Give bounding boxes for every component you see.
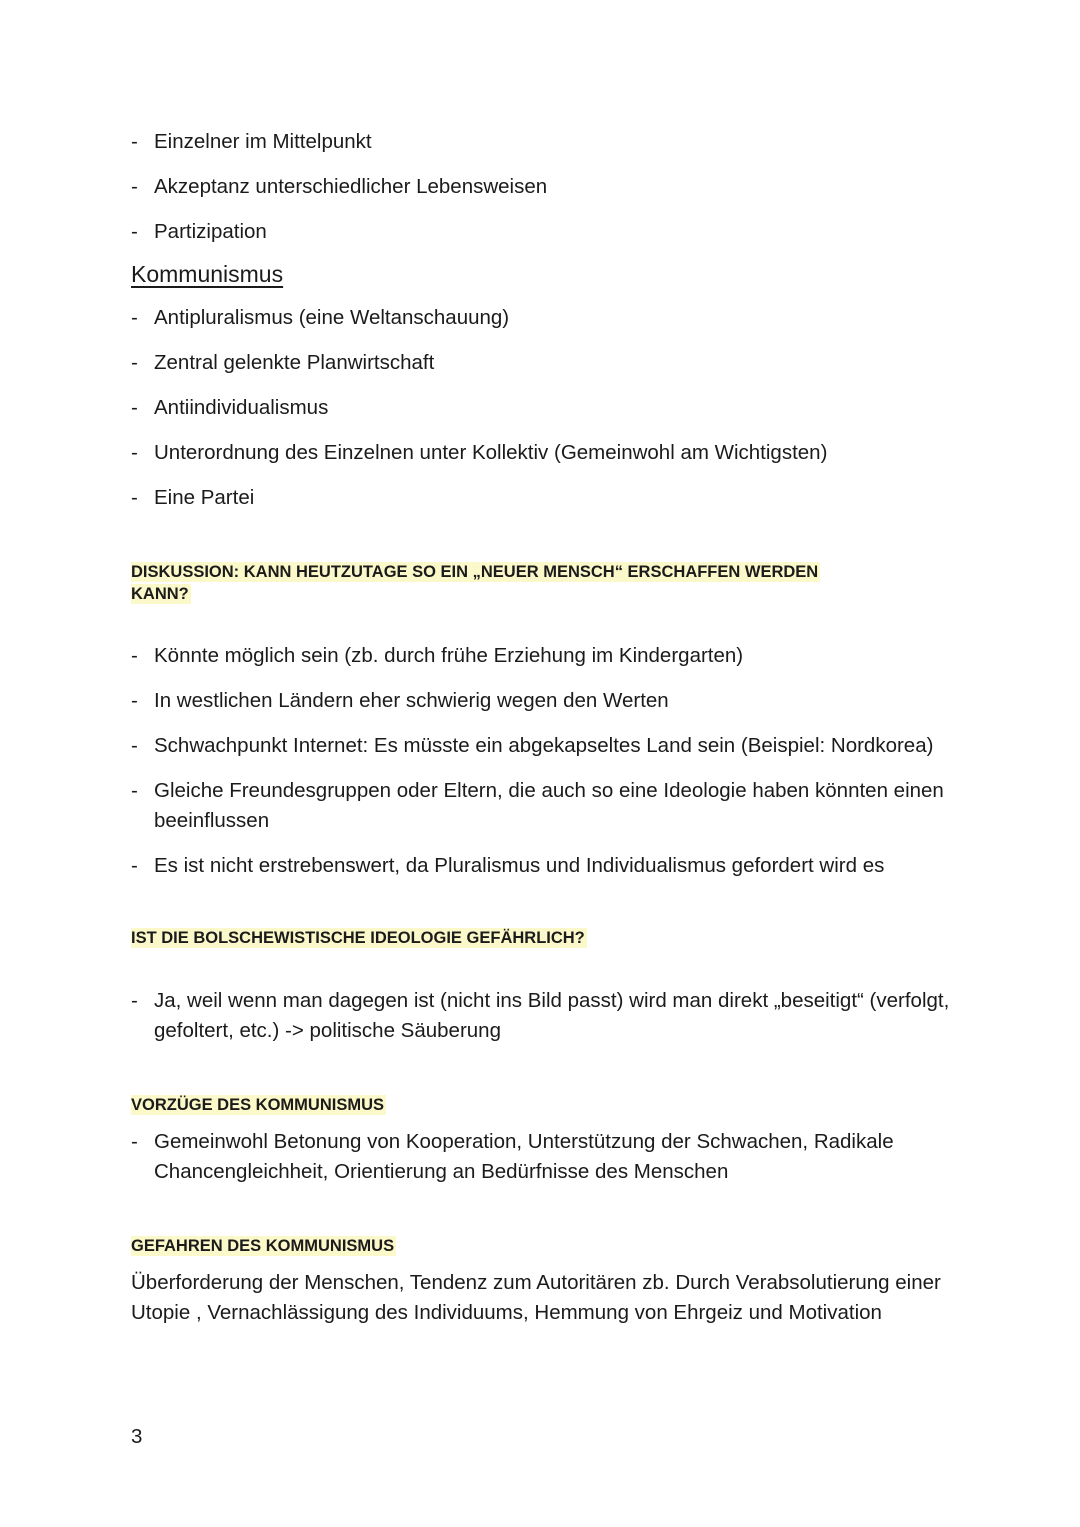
list-item: - Akzeptanz unterschiedlicher Lebensweisen	[131, 172, 961, 202]
list-item: - Könnte möglich sein (zb. durch frühe Erziehung im Kindergarten)	[131, 641, 961, 671]
bullet-dash: -	[131, 734, 138, 757]
heading-diskussion-line-2: KANN?	[131, 585, 189, 603]
page-content	[131, 127, 961, 1328]
heading-gefaehrlich: IST DIE BOLSCHEWISTISCHE IDEOLOGIE GEFÄHRLICH?	[131, 929, 585, 947]
list-item: - Partizipation	[131, 217, 961, 247]
heading-gefahren: GEFAHREN DES KOMMUNISMUS	[131, 1237, 395, 1255]
bullet-dash: -	[131, 779, 138, 802]
diskussion-list	[131, 641, 961, 881]
list-item: - Gemeinwohl Betonung von Kooperation, Unterstützung der Schwachen, Radikale Chancengleichheit, Orientierung an Bedürfnisse des Menschen	[131, 1127, 961, 1187]
page-number: 3	[131, 1425, 143, 1448]
list-item: - Einzelner im Mittelpunkt	[131, 127, 961, 157]
section-title-kommunismus: Kommunismus	[131, 261, 284, 287]
list-item: - Gleiche Freundesgruppen oder Eltern, die auch so eine Ideologie haben könnten einen beeinflussen	[131, 776, 961, 836]
kommunismus-list	[131, 303, 961, 513]
bullet-dash: -	[131, 220, 138, 243]
bullet-dash: -	[131, 486, 138, 509]
bullet-dash: -	[131, 351, 138, 374]
bullet-dash: -	[131, 306, 138, 329]
list-item: - Zentral gelenkte Planwirtschaft	[131, 348, 961, 378]
list-item: - Antiindividualismus	[131, 393, 961, 423]
bullet-dash: -	[131, 441, 138, 464]
list-item: - Eine Partei	[131, 483, 961, 513]
list-item: - Antipluralismus (eine Weltanschauung)	[131, 303, 961, 333]
bullet-dash: -	[131, 396, 138, 419]
list-item: - In westlichen Ländern eher schwierig wegen den Werten	[131, 686, 961, 716]
vorzuege-list	[131, 1127, 961, 1187]
bullet-dash: -	[131, 1130, 138, 1153]
bullet-dash: -	[131, 130, 138, 153]
heading-diskussion	[131, 561, 901, 605]
intro-list	[131, 127, 961, 247]
bullet-dash: -	[131, 854, 138, 877]
list-item: - Ja, weil wenn man dagegen ist (nicht ins Bild passt) wird man direkt „beseitigt“ (verfolgt, gefoltert, etc.) -> politische Säuberung	[131, 986, 961, 1046]
bullet-dash: -	[131, 689, 138, 712]
bullet-dash: -	[131, 175, 138, 198]
list-item: - Es ist nicht erstrebenswert, da Pluralismus und Individualismus gefordert wird es	[131, 851, 961, 881]
gefaehrlich-list	[131, 986, 961, 1046]
heading-vorzuege: VORZÜGE DES KOMMUNISMUS	[131, 1096, 385, 1114]
heading-diskussion-line-1: DISKUSSION: KANN HEUTZUTAGE SO EIN „NEUER MENSCH“ ERSCHAFFEN WERDEN	[131, 563, 819, 581]
bullet-dash: -	[131, 989, 138, 1012]
gefahren-text: Überforderung der Menschen, Tendenz zum Autoritären zb. Durch Verabsolutierung einer Utopie , Vernachlässigung des Individuums, Hemmung von Ehrgeiz und Motivation	[131, 1271, 941, 1324]
bullet-dash: -	[131, 644, 138, 667]
list-item: - Unterordnung des Einzelnen unter Kollektiv (Gemeinwohl am Wichtigsten)	[131, 438, 961, 468]
list-item: - Schwachpunkt Internet: Es müsste ein abgekapseltes Land sein (Beispiel: Nordkorea)	[131, 731, 961, 761]
